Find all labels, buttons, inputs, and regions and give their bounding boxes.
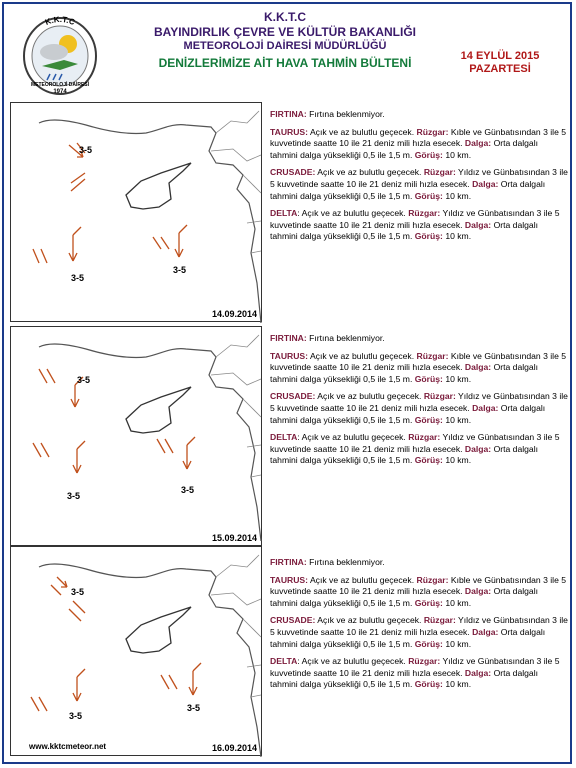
wind-label-crusade: 3-5 (69, 711, 83, 721)
wind-label-delta: 3-5 (181, 485, 195, 495)
visibility-label: Görüş: (414, 597, 443, 608)
taurus-wind: Kıble ve Günbatısından 3 ile 5 kuvvetinde saatte 10 ile 21 deniz mili hızla esecek. (270, 350, 567, 373)
wind-label: Rüzgar: (408, 432, 441, 443)
delta-visibility: 10 km. (445, 679, 472, 690)
forecast-map-1 (10, 102, 262, 322)
bulletin-date: 14 EYLÜL 2015 (460, 50, 540, 62)
wind-label: Rüzgar: (416, 126, 449, 137)
bulletin-weekday: PAZARTESİ (469, 63, 531, 75)
crusade-wind: Yıldız ve Günbatısından 3 ile 5 kuvvetinde saatte 10 ile 21 deniz mili hızla esecek. (270, 615, 568, 637)
wind-label: Rüzgar: (423, 167, 456, 178)
delta-sky: : Açık ve az bulutlu geçecek. (297, 208, 406, 219)
crusade-sky: Açık ve az bulutlu geçecek. (317, 167, 422, 178)
visibility-label: Görüş: (414, 414, 443, 425)
wind-label: Rüzgar: (416, 350, 449, 361)
map-date: 14.09.2014 (211, 309, 257, 319)
taurus-label: TAURUS: (270, 574, 309, 585)
taurus-visibility: 10 km. (445, 373, 472, 384)
wave-label: Dalga: (464, 362, 492, 373)
visibility-label: Görüş: (414, 679, 443, 690)
delta-sky: : Açık ve az bulutlu geçecek. (297, 432, 406, 443)
crusade-wind: Yıldız ve Günbatısından 3 ile 5 kuvvetinde saatte 10 ile 21 deniz mili hızla esecek. (270, 167, 568, 189)
wave-label: Dalga: (464, 443, 492, 454)
visibility-label: Görüş: (414, 373, 443, 384)
storm-text: Fırtına beklenmiyor. (309, 557, 385, 567)
wind-label: Rüzgar: (423, 615, 456, 626)
forecast-text-1 (270, 109, 568, 249)
visibility-label: Görüş: (414, 149, 443, 160)
forecast-map-3 (10, 546, 262, 756)
delta-label: DELTA (270, 208, 298, 219)
storm-text: Fırtına beklenmiyor. (309, 109, 385, 119)
taurus-wind: Kıble ve Günbatısından 3 ile 5 kuvvetinde saatte 10 ile 21 deniz mili hızla esecek. (270, 126, 567, 149)
meteorology-logo (20, 8, 100, 96)
taurus-visibility: 10 km. (445, 597, 472, 608)
taurus-sky: Açık ve az bulutlu geçecek. (309, 574, 415, 585)
wind-label: Rüzgar: (408, 656, 441, 667)
delta-wind: Yıldız ve Günbatısından 3 ile 5 kuvvetinde saatte 10 ile 21 deniz mili hızla esecek. (270, 208, 560, 230)
website-link[interactable]: www.kktcmeteor.net (29, 742, 107, 751)
delta-wind: Yıldız ve Günbatısından 3 ile 5 kuvvetinde saatte 10 ile 21 deniz mili hızla esecek. (270, 656, 560, 678)
logo-year: 1974 (53, 89, 67, 95)
wind-label-taurus: 3-5 (71, 587, 85, 597)
map-drawing (11, 103, 263, 323)
logo-bottom-text: METEOROLOJİ DAİRESİ (30, 82, 90, 88)
wave-label: Dalga: (464, 667, 492, 678)
wind-label-delta: 3-5 (173, 265, 187, 275)
taurus-sky: Açık ve az bulutlu geçecek. (309, 350, 415, 361)
crusade-visibility: 10 km. (445, 414, 472, 425)
header-org: K.K.T.C (264, 10, 306, 24)
wind-label-delta: 3-5 (187, 703, 201, 713)
taurus-label: TAURUS: (270, 126, 309, 137)
wind-label: Rüzgar: (423, 391, 456, 402)
delta-label: DELTA (270, 432, 298, 443)
visibility-label: Görüş: (414, 638, 443, 649)
crusade-wave: Orta dalgalı tahmini dalga yüksekliği 0,5 ile 1,5 m. (270, 626, 546, 649)
storm-label: FIRTINA: (270, 557, 307, 567)
wind-label-crusade: 3-5 (67, 491, 81, 501)
taurus-wave: Orta dalgalı tahmini dalga yüksekliği 0,5 ile 1,5 m. (270, 362, 538, 384)
delta-visibility: 10 km. (445, 231, 472, 242)
forecast-map-2 (10, 326, 262, 546)
forecast-text-3 (270, 557, 568, 697)
bulletin-title: DENİZLERİMİZE AİT HAVA TAHMİN BÜLTENİ (158, 56, 412, 70)
crusade-wind: Yıldız ve Günbatısından 3 ile 5 kuvvetinde saatte 10 ile 21 deniz mili hızla esecek. (270, 391, 568, 413)
crusade-sky: Açık ve az bulutlu geçecek. (317, 615, 422, 626)
header-ministry: BAYINDIRLIK ÇEVRE VE KÜLTÜR BAKANLIĞI (153, 25, 416, 39)
logo-top-text: K.K.T.C (43, 14, 77, 27)
delta-visibility: 10 km. (445, 455, 472, 466)
crusade-sky: Açık ve az bulutlu geçecek. (317, 391, 422, 402)
taurus-wave: Orta dalgalı tahmini dalga yüksekliği 0,5 ile 1,5 m. (270, 586, 538, 608)
visibility-label: Görüş: (414, 455, 443, 466)
wave-label: Dalga: (472, 402, 499, 413)
wind-label: Rüzgar: (416, 574, 449, 585)
map-date: 16.09.2014 (211, 743, 257, 753)
storm-text: Fırtına beklenmiyor. (309, 333, 385, 343)
crusade-label: CRUSADE: (270, 615, 316, 626)
taurus-visibility: 10 km. (445, 149, 472, 160)
map-drawing (11, 327, 263, 541)
wind-label-crusade: 3-5 (71, 273, 85, 283)
delta-wave: Orta dalgalı tahmini dalga yüksekliği 0,5 ile 1,5 m. (270, 443, 538, 466)
wind-label-taurus: 3-5 (77, 375, 91, 385)
delta-sky: : Açık ve az bulutlu geçecek. (297, 656, 406, 667)
crusade-visibility: 10 km. (445, 638, 472, 649)
delta-wave: Orta dalgalı tahmini dalga yüksekliği 0,5 ile 1,5 m. (270, 219, 538, 242)
wind-label: Rüzgar: (408, 208, 441, 219)
wave-label: Dalga: (472, 626, 499, 637)
wave-label: Dalga: (464, 586, 492, 597)
visibility-label: Görüş: (414, 231, 443, 242)
taurus-sky: Açık ve az bulutlu geçecek. (309, 126, 415, 137)
wave-label: Dalga: (464, 219, 492, 230)
header-department: METEOROLOJİ DAİRESİ MÜDÜRLÜĞÜ (183, 40, 387, 52)
delta-wave: Orta dalgalı tahmini dalga yüksekliği 0,5 ile 1,5 m. (270, 667, 538, 690)
delta-wind: Yıldız ve Günbatısından 3 ile 5 kuvvetinde saatte 10 ile 21 deniz mili hızla esecek. (270, 432, 560, 454)
crusade-wave: Orta dalgalı tahmini dalga yüksekliği 0,5 ile 1,5 m. (270, 402, 546, 425)
crusade-label: CRUSADE: (270, 391, 316, 402)
wind-label-taurus: 3-5 (79, 145, 93, 155)
visibility-label: Görüş: (414, 190, 443, 201)
wave-label: Dalga: (464, 138, 492, 149)
map-drawing (11, 547, 263, 757)
delta-label: DELTA (270, 656, 298, 667)
storm-label: FIRTINA: (270, 333, 307, 343)
storm-label: FIRTINA: (270, 109, 307, 119)
taurus-label: TAURUS: (270, 350, 309, 361)
taurus-wind: Kıble ve Günbatısından 3 ile 5 kuvvetinde saatte 10 ile 21 deniz mili hızla esecek. (270, 574, 567, 597)
wave-label: Dalga: (472, 178, 499, 189)
forecast-text-2 (270, 333, 568, 473)
map-date: 15.09.2014 (211, 533, 257, 543)
crusade-label: CRUSADE: (270, 167, 316, 178)
taurus-wave: Orta dalgalı tahmini dalga yüksekliği 0,5 ile 1,5 m. (270, 138, 538, 160)
crusade-visibility: 10 km. (445, 190, 472, 201)
crusade-wave: Orta dalgalı tahmini dalga yüksekliği 0,5 ile 1,5 m. (270, 178, 546, 201)
